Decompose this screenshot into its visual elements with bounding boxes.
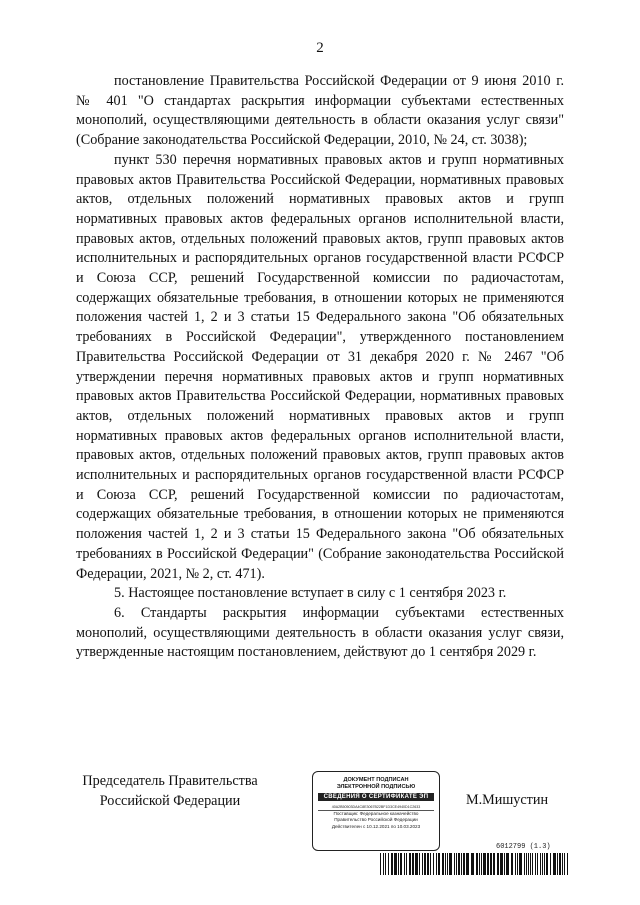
stamp-cert-number: 40A2B50503DA4C8E3067B22BF1D3CE4940D1C2633 (331, 805, 421, 809)
barcode-block (380, 843, 570, 875)
signatory-name: М.Мишустин (466, 792, 549, 808)
paragraph-5: 5. Настоящее постановление вступает в силу с 1 сентября 2023 г. (114, 585, 507, 602)
stamp-issuer: Поставщик: Федеральное казначейство (333, 811, 419, 816)
stamp-cert-header: СВЕДЕНИЯ О СЕРТИФИКАТЕ ЭП (318, 793, 434, 801)
page-number: 2 (316, 40, 324, 56)
position-line-2: Российской Федерации (99, 792, 241, 809)
document-body (76, 72, 564, 663)
signatory-position (80, 772, 260, 811)
stamp-title-line-1: ДОКУМЕНТ ПОДПИСАН (343, 777, 409, 783)
paragraph-2: пункт 530 перечня нормативных правовых актов и групп нормативных правовых актов Правительства Российской Федерации, нормативных правовых актов, отдельных положений нормативных правовых актов и групп нормативных правовых актов федеральных органов исполнительной власти, правовых актов, отдельных положений правовых актов, групп правовых актов исполнительных и распорядительных органов государственной власти РСФСР и Союза ССР, решений Государственной комиссии по радиочастотам, содержащих обязательные требования, в отношении которых не применяются положения частей 1, 2 и 3 статьи 15 Федерального закона "Об обязательных требованиях в Российской Федерации", утвержденного постановлением Правительства Российской Федерации от 31 декабря 2020 г. № 2467 "Об утверждении перечня нормативных правовых актов и групп нормативных правовых актов Правительства Российской Федерации, нормативных правовых актов, отдельных положений нормативных правовых актов и групп нормативных правовых актов федеральных органов исполнительной власти, правовых актов, отдельных положений правовых актов, групп правовых актов исполнительных и распорядительных органов государственной власти РСФСР и Союза ССР, решений Государственной комиссии по радиочастотам, содержащих обязательные требования, в отношении которых не применяются положения частей 1, 2 и 3 статьи 15 Федерального закона "Об обязательных требованиях в Российской Федерации" (Собрание законодательства Российской Федерации, 2021, № 2, ст. 471). (76, 151, 564, 582)
barcode-label: 6012799 (1.3) (496, 843, 551, 851)
paragraph-6: 6. Стандарты раскрытия информации субъектами естественных монополий, осуществляющими деятельность в области оказания услуг связи, утвержденные настоящим постановлением, действуют до 1 сентября 2029 г. (76, 604, 564, 661)
position-line-1: Председатель Правительства (82, 773, 258, 789)
stamp-validity: Действителен с 10.12.2021 по 10.03.2023 (331, 823, 421, 829)
stamp-title (313, 777, 439, 791)
electronic-signature-stamp (312, 771, 440, 851)
barcode (380, 853, 570, 875)
stamp-owner: Правительство Российской Федерации (334, 817, 418, 823)
paragraph-1: постановление Правительства Российской Федерации от 9 июня 2010 г. № 401 "О стандартах раскрытия информации субъектами естественных монополий, осуществляющими деятельность в области оказания услуг связи" (Собрание законодательства Российской Федерации, 2010, № 24, ст. 3038); (76, 73, 564, 149)
stamp-title-line-2: ЭЛЕКТРОННОЙ ПОДПИСЬЮ (336, 784, 416, 790)
